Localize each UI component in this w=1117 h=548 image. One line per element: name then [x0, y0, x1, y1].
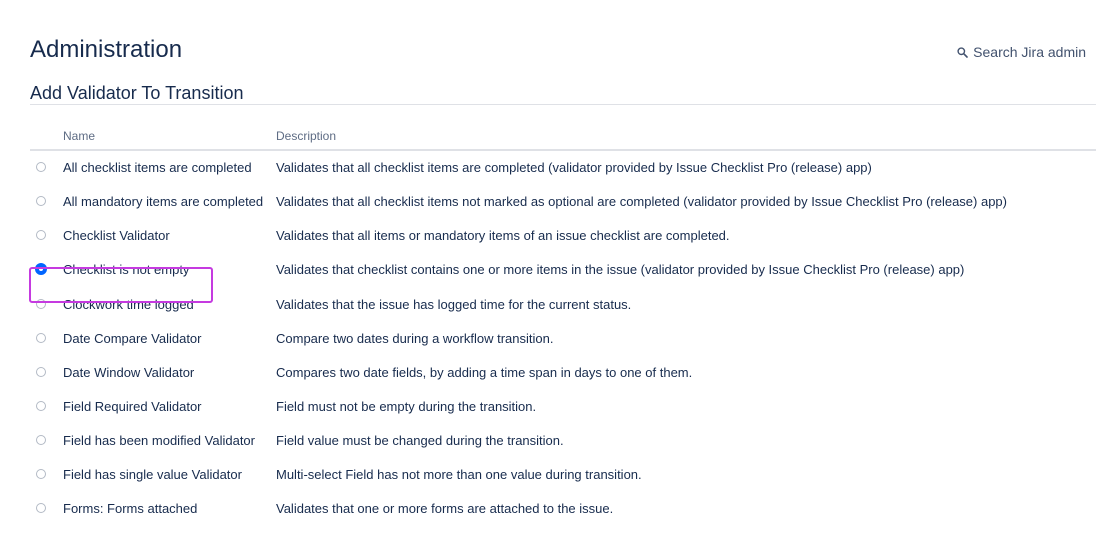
- search-jira-admin-label: Search Jira admin: [973, 44, 1086, 60]
- validator-name[interactable]: Field Required Validator: [63, 399, 202, 414]
- name-column-header: Name: [63, 125, 276, 150]
- search-jira-admin-link[interactable]: [957, 44, 1086, 60]
- validator-radio[interactable]: [36, 230, 46, 240]
- table-row[interactable]: [30, 424, 1096, 458]
- validator-description: Compares two date fields, by adding a time span in days to one of them.: [276, 365, 693, 380]
- validator-radio-selected[interactable]: [35, 263, 47, 275]
- validator-description: Validates that all checklist items are completed (validator provided by Issue Checklist Pro (release) app): [276, 160, 872, 175]
- table-row[interactable]: [30, 322, 1096, 356]
- validator-description: Compare two dates during a workflow transition.: [276, 331, 554, 346]
- table-row[interactable]: [30, 492, 1096, 526]
- table-row-selected[interactable]: [30, 253, 1096, 288]
- validator-radio[interactable]: [36, 299, 46, 309]
- validator-description: Validates that all items or mandatory items of an issue checklist are completed.: [276, 228, 730, 243]
- validator-name[interactable]: Clockwork time logged: [63, 297, 194, 312]
- validator-radio[interactable]: [36, 401, 46, 411]
- validator-description: Validates that one or more forms are attached to the issue.: [276, 501, 614, 516]
- validator-name[interactable]: Checklist Validator: [63, 228, 170, 243]
- validator-radio[interactable]: [36, 367, 46, 377]
- table-header-row: [30, 125, 1096, 150]
- search-icon: [957, 47, 968, 58]
- validator-description: Validates that checklist contains one or more items in the issue (validator provided by Issue Checklist Pro (release) app): [276, 262, 965, 277]
- validator-radio[interactable]: [36, 333, 46, 343]
- description-column-header: Description: [276, 125, 1096, 150]
- validator-name[interactable]: All checklist items are completed: [63, 160, 252, 175]
- table-row[interactable]: [30, 219, 1096, 253]
- table-row[interactable]: [30, 288, 1096, 322]
- table-row[interactable]: [30, 458, 1096, 492]
- section-divider: [30, 104, 1096, 105]
- validators-table: [30, 125, 1096, 526]
- validator-description: Multi-select Field has not more than one value during transition.: [276, 467, 642, 482]
- section-title: Add Validator To Transition: [30, 83, 244, 103]
- table-row[interactable]: [30, 356, 1096, 390]
- validator-radio[interactable]: [36, 162, 46, 172]
- validator-radio[interactable]: [36, 435, 46, 445]
- validator-name[interactable]: Date Compare Validator: [63, 331, 202, 346]
- validator-description: Validates that the issue has logged time for the current status.: [276, 297, 632, 312]
- validator-radio[interactable]: [36, 469, 46, 479]
- validator-name[interactable]: Field has been modified Validator: [63, 433, 255, 448]
- validator-radio[interactable]: [36, 196, 46, 206]
- validator-description: Field must not be empty during the transition.: [276, 399, 537, 414]
- page-title: Administration: [30, 36, 183, 63]
- validator-description: Validates that all checklist items not marked as optional are completed (validator provided by Issue Checklist Pro (release) app): [276, 194, 1007, 209]
- radio-column-header: [30, 125, 63, 150]
- table-row[interactable]: [30, 150, 1096, 185]
- table-row[interactable]: [30, 390, 1096, 424]
- validator-name[interactable]: Date Window Validator: [63, 365, 195, 380]
- validator-name[interactable]: All mandatory items are completed: [63, 194, 264, 209]
- validator-name[interactable]: Forms: Forms attached: [63, 501, 198, 516]
- validator-name[interactable]: Checklist is not empty: [63, 262, 190, 277]
- validator-radio[interactable]: [36, 503, 46, 513]
- validator-description: Field value must be changed during the transition.: [276, 433, 564, 448]
- validator-name[interactable]: Field has single value Validator: [63, 467, 242, 482]
- table-row[interactable]: [30, 185, 1096, 219]
